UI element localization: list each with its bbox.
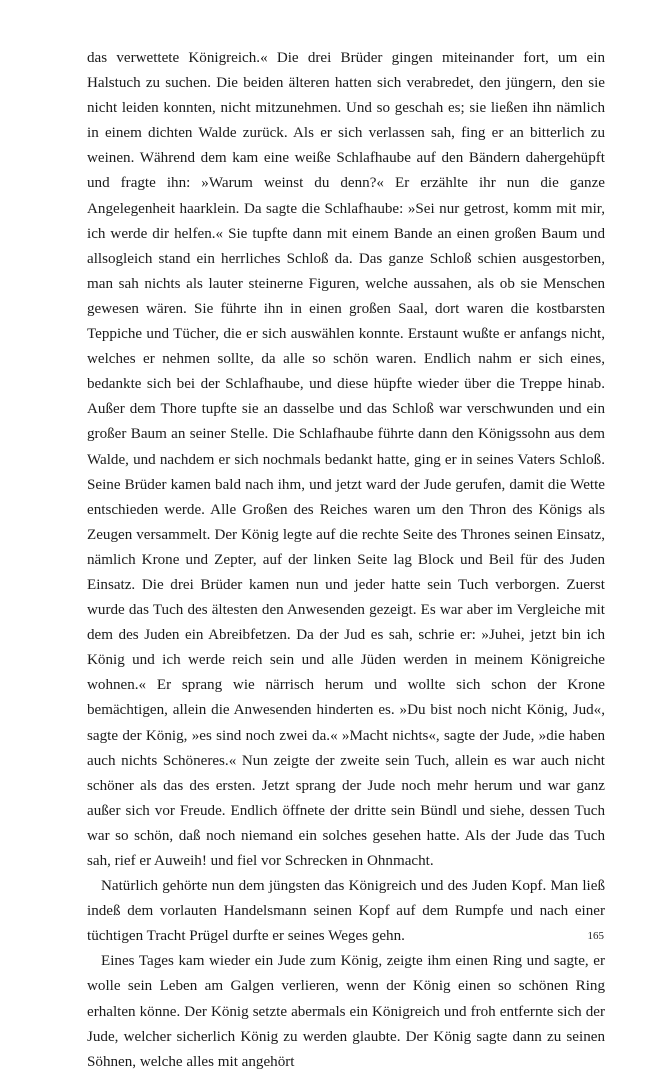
paragraph-3: Eines Tages kam wieder ein Jude zum König, zeigte ihm einen Ring und sagte, er wolle sein Leben am Galgen verlieren, wenn der König einen so schönen Ring erhalten könne. Der König setzte abermals ein Königreich und froh entfernte sich der Jude, welcher sicherlich König zu werden glaubte. Der König sagte dann zu seinen Söhnen, welche alles mit angehört [87,953,605,1070]
paragraph-1: das verwettete Königreich.« Die drei Brüder gingen miteinander fort, um ein Halstuch zu suchen. Die beiden älteren hatten sich verabredet, den jüngern, den sie nicht leiden konnten, nicht mitzunehmen. Und so geschah es; sie ließen ihn nämlich in einem dichten Walde zurück. Als er sich verlassen sah, fing er an bitterlich zu weinen. Während dem kam eine weiße Schlafhaube auf den Bändern dahergehüpft und fragte ihn: »Warum weinst du denn?« Er erzählte ihr nun die ganze Angelegenheit haarklein. Da sagte die Schlafhaube: »Sei nur getrost, komm mit mir, ich werde dir helfen.« Sie tupfte dann mit einem Bande an einen großen Baum und allsogleich stand ein herrliches Schloß da. Das ganze Schloß schien ausgestorben, man sah nichts als lauter steinerne Figuren, welche aussahen, als ob sie Menschen gewesen wären. Sie führte ihn in einen großen Saal, dort waren die kostbarsten Teppiche und Tücher, die er sich auswählen konnte. Erstaunt wußte er anfangs nicht, welches er nehmen sollte, da alle so schön waren. Endlich nahm er sich eines, bedankte sich bei der Schlafhaube, und diese hüpfte wieder über die Treppe hinab. Außer dem Thore tupfte sie an dasselbe und das Schloß war verschwunden und ein großer Baum an seiner Stelle. Die Schlafhaube führte dann den Königssohn aus dem Walde, und nachdem er sich nochmals bedankt hatte, ging er in seines Vaters Schloß. Seine Brüder kamen bald nach ihm, und jetzt ward der Jude gerufen, damit die Wette entschieden werde. Alle Großen des Reiches waren um den Thron des Königs als Zeugen versammelt. Der König legte auf die rechte Seite des Thrones seinen Einsatz, nämlich Krone und Zepter, auf der linken Seite lag Block und Beil für des Juden Einsatz. Die drei Brüder kamen nun und jeder hatte sein Tuch verborgen. Zuerst wurde das Tuch des ältesten den Anwesenden gezeigt. Es war aber im Vergleiche mit dem des Juden ein Abreibfetzen. Da der Jud es sah, schrie er: »Juhei, jetzt bin ich König und ich werde reich sein und alle Jüden werden in meinem Königreiche wohnen.« Er sprang wie närrisch herum und wollte sich schon der Krone bemächtigen, allein die Anwesenden hinderten es. »Du bist noch nicht König, Jud«, sagte der König, »es sind noch zwei da.« »Macht nichts«, sagte der Jude, »die haben auch nichts Schöneres.« Nun zeigte der zweite sein Tuch, allein es war auch nicht schöner als das des ersten. Jetzt sprang der Jude noch mehr herum und war ganz außer sich vor Freude. Endlich öffnete der dritte sein Bündl und siehe, dessen Tuch war so schön, daß noch niemand ein solches gesehen hatte. Als der Jude das Tuch sah, rief er Auweih! und fiel vor Schrecken in Ohnmacht. [87,50,605,869]
paragraph-2: Natürlich gehörte nun dem jüngsten das Königreich und des Juden Kopf. Man ließ indeß dem vorlauten Handelsmann seinen Kopf auf dem Rumpfe und nach einer tüchtigen Tracht Prügel durfte er seines Weges gehn. [87,878,605,945]
book-page-text [87,46,605,1075]
page-number: 165 [587,930,604,942]
